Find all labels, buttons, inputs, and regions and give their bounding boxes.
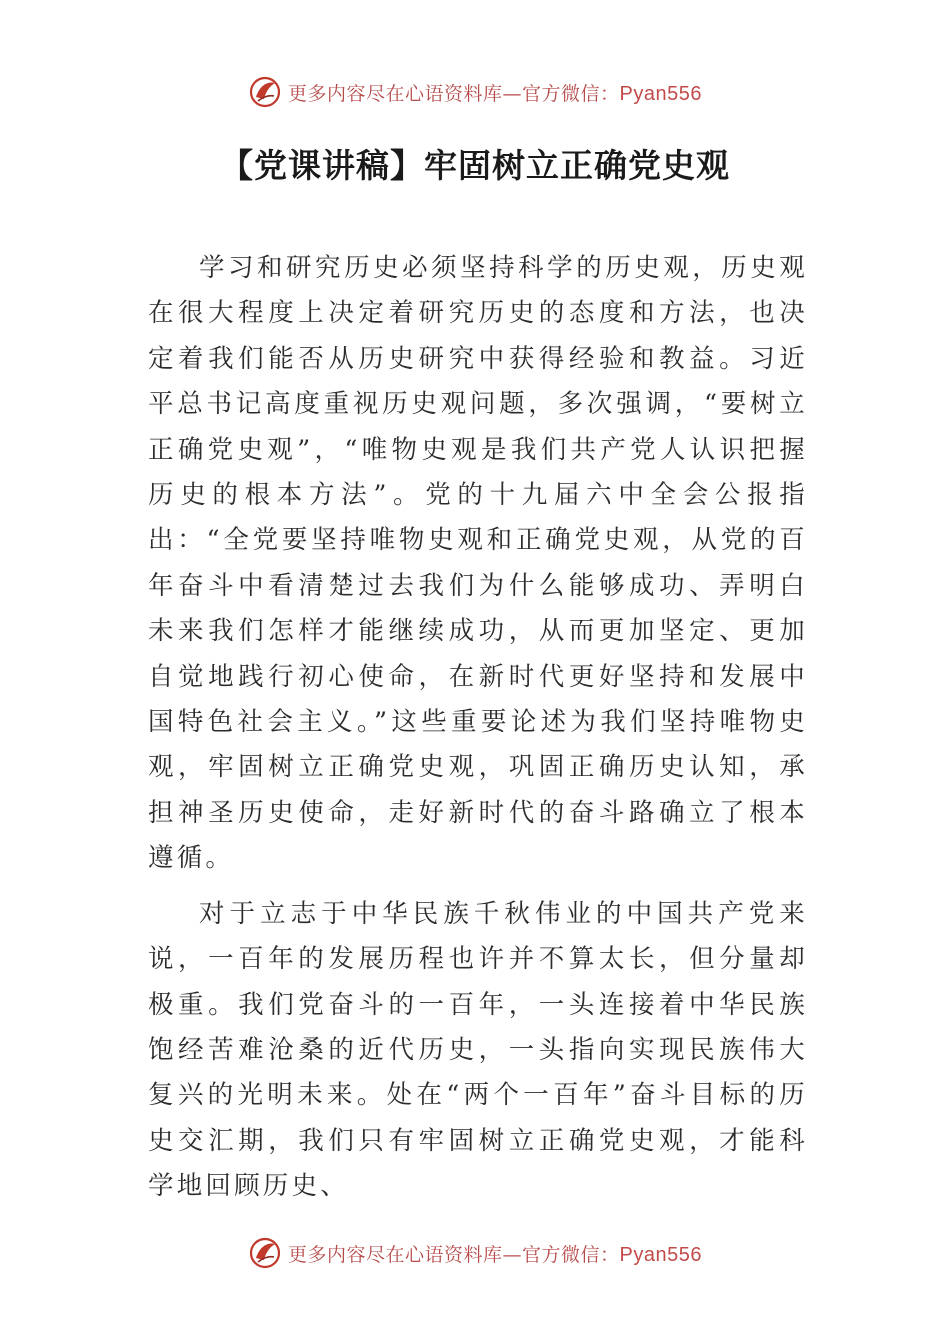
footer-banner [0,1233,950,1273]
footer-wechat-id: Pyan556 [619,1243,702,1266]
header-wechat-id: Pyan556 [619,82,702,105]
header-banner-text: 更多内容尽在心语资料库—官方微信：Pyan556 [288,82,702,105]
footer-banner-text: 更多内容尽在心语资料库—官方微信：Pyan556 [288,1243,702,1266]
brand-logo-icon [248,75,282,109]
paragraph: 学习和研究历史必须坚持科学的历史观，历史观在很大程度上决定着研究历史的态度和方法，也决定着我们能否从历史研究中获得经验和教益。习近平总书记高度重视历史观问题，多次强调，“要树立正确党史观”，“唯物史观是我们共产党人认识把握历史的根本方法”。党的十九届六中全会公报指出：“全党要坚持唯物史观和正确党史观，从党的百年奋斗中看清楚过去我们为什么能够成功、弄明白未来我们怎样才能继续成功，从而更加坚定、更加自觉地践行初心使命，在新时代更好坚持和发展中国特色社会主义。”这些重要论述为我们坚持唯物史观，牢固树立正确党史观，巩固正确历史认知，承担神圣历史使命，走好新时代的奋斗路确立了根本遵循。 [148,253,808,874]
brand-logo-icon [248,1236,282,1270]
header-banner [0,72,950,112]
paragraph: 对于立志于中华民族千秋伟业的中国共产党来说，一百年的发展历程也许并不算太长，但分量却极重。我们党奋斗的一百年，一头连接着中华民族饱经苦难沧桑的近代历史，一头指向实现民族伟大复兴的光明未来。处在“两个一百年”奋斗目标的历史交汇期，我们只有牢固树立正确党史观，才能科学地回顾历史、 [148,898,808,1202]
document-body [148,246,808,1220]
document-title: 【党课讲稿】牢固树立正确党史观 [220,146,730,185]
